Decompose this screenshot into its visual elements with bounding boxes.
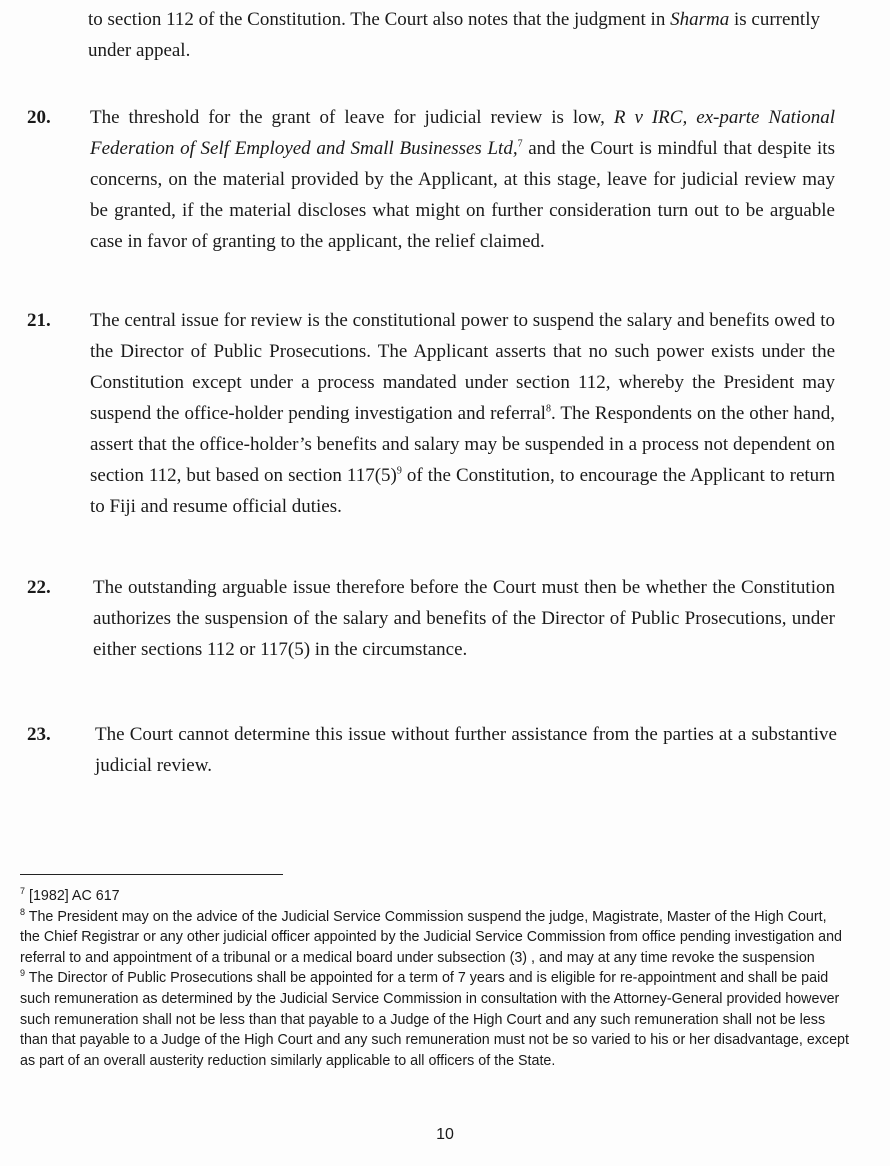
paragraph-number: 23. [27, 724, 51, 745]
footnote-ref-9[interactable]: 9 [396, 465, 402, 477]
case-name-italic: Sharma [670, 9, 730, 30]
text-run: of the Constitution, to encourage the Applicant to return to Fiji and resume official duties. [90, 465, 835, 517]
footnote-text: The Director of Public Prosecutions shall be appointed for a term of 7 years and is eligible for re-appointment and shall be paid such remuneration as determined by the Judicial Service Commission in consultation with the Attorney-General provided however such remuneration shall not be less than that payable to a Judge of the High Court and any such remuneration shall not be less than that payable to a Judge of the High Court and any such remuneration must not be so varied to his or her disadvantage, except as part of an overall austerity reduction similarly applicable to all officers of the State. [20, 970, 849, 1069]
footnote-ref-8[interactable]: 8 [545, 403, 551, 415]
continued-paragraph [88, 4, 838, 66]
paragraph-text [90, 305, 835, 522]
footnote-mark: 8 [20, 906, 26, 917]
case-citation-italic: R v IRC, ex-parte National Federation of Self Employed and Small Businesses Ltd, [90, 107, 835, 159]
text-run: The central issue for review is the constitutional power to suspend the salary and benefits owed to the Director of Public Prosecutions. The Applicant asserts that no such power exists under the Constitution except under a process mandated under section 112, whereby the President may suspend the office-holder pending investigation and referral [90, 310, 835, 424]
paragraph-text: The outstanding arguable issue therefore before the Court must then be whether the Constitution authorizes the suspension of the salary and benefits of the Director of Public Prosecutions, under either sections 112 or 117(5) in the circumstance. [93, 577, 835, 660]
paragraph-number: 21. [27, 310, 51, 331]
text-run: and the Court is mindful that despite its concerns, on the material provided by the Applicant, at this stage, leave for judicial review may be granted, if the material discloses what might on further consideration turn out to be arguable case in favor of granting to the applicant, the relief claimed. [90, 138, 835, 252]
footnote-7 [20, 886, 850, 907]
paragraph-number: 22. [27, 577, 51, 598]
footnote-9 [20, 968, 850, 1071]
footnote-mark: 9 [20, 968, 26, 979]
continued-text: to section 112 of the Constitution. The Court also notes that the judgment in [88, 9, 671, 30]
footnote-separator [20, 874, 283, 875]
footnotes [20, 886, 850, 1071]
page-number: 10 [436, 1126, 454, 1143]
continued-text-end: is currently under appeal. [88, 9, 820, 61]
text-run: The threshold for the grant of leave for judicial review is low, [90, 107, 614, 128]
text-run: . The Respondents on the other hand, assert that the office-holder’s benefits and salary may be suspended in a process not dependent on section 112, but based on section 117(5) [90, 403, 835, 486]
footnote-8 [20, 907, 850, 969]
footnote-mark: 7 [20, 886, 26, 897]
footnote-text: [1982] AC 617 [25, 888, 120, 904]
paragraph-number: 20. [27, 107, 51, 128]
paragraph-text [90, 102, 835, 257]
paragraph-text: The Court cannot determine this issue without further assistance from the parties at a substantive judicial review. [95, 724, 837, 776]
footnote-text: The President may on the advice of the Judicial Service Commission suspend the judge, Magistrate, Master of the High Court, the Chief Registrar or any other judicial officer appointed by the Judicial Service Commission from office pending investigation and referral to and appointment of a tribunal or a medical board under subsection (3) , and may at any time revoke the suspension [20, 908, 842, 966]
footnote-ref-7[interactable]: 7 [517, 138, 523, 150]
